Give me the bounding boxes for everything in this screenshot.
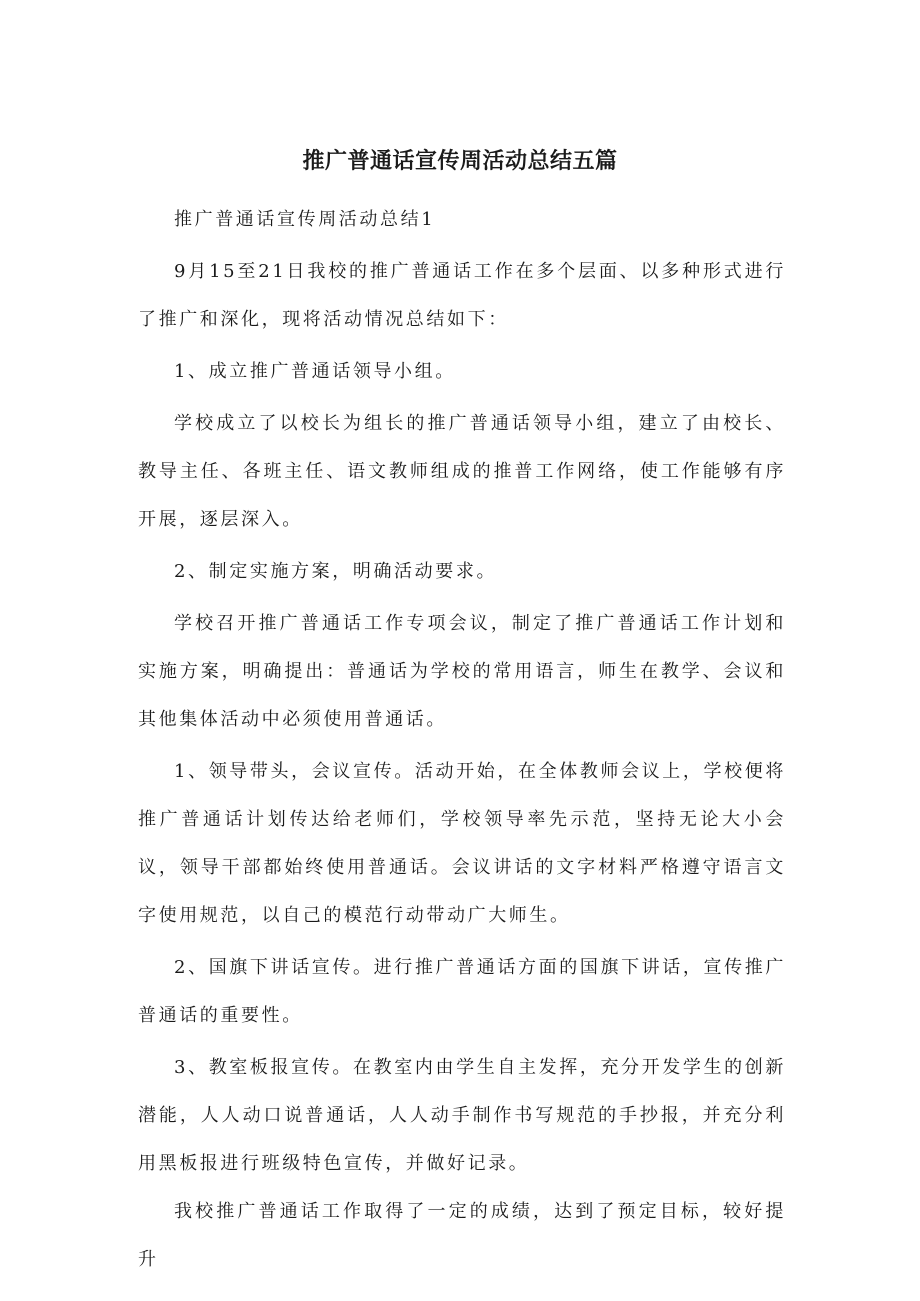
section-heading: 推广普通话宣传周活动总结1 [174, 209, 436, 230]
paragraph: 学校成立了以校长为组长的推广普通话领导小组，建立了由校长、教导主任、各班主任、语文教师组成的推普工作网络，使工作能够有序开展，逐层深入。 [138, 413, 786, 530]
paragraph: 我校推广普通话工作取得了一定的成绩，达到了预定目标，较好提升 [138, 1201, 786, 1270]
document-title: 推广普通话宣传周活动总结五篇 [302, 149, 618, 174]
paragraph: 2、国旗下讲话宣传。进行推广普通话方面的国旗下讲话，宣传推广普通话的重要性。 [138, 957, 786, 1026]
paragraph: 学校召开推广普通话工作专项会议，制定了推广普通话工作计划和实施方案，明确提出：普通话为学校的常用语言，师生在教学、会议和其他集体活动中必须使用普通话。 [138, 613, 786, 730]
paragraph-intro: 9月15至21日我校的推广普通话工作在多个层面、以多种形式进行了推广和深化，现将活动情况总结如下： [138, 261, 786, 330]
paragraph: 1、领导带头，会议宣传。活动开始，在全体教师会议上，学校便将推广普通话计划传达给老师们，学校领导率先示范，坚持无论大小会议，领导干部都始终使用普通话。会议讲话的文字材料严格遵守语言文字使用规范，以自己的模范行动带动广大师生。 [138, 761, 786, 926]
paragraph: 3、教室板报宣传。在教室内由学生自主发挥，充分开发学生的创新潜能，人人动口说普通话，人人动手制作书写规范的手抄报，并充分利用黑板报进行班级特色宣传，并做好记录。 [138, 1057, 786, 1174]
paragraph-item-heading: 1、成立推广普通话领导小组。 [174, 361, 456, 382]
paragraph-item-heading: 2、制定实施方案，明确活动要求。 [174, 561, 498, 582]
document-body [138, 196, 786, 1284]
